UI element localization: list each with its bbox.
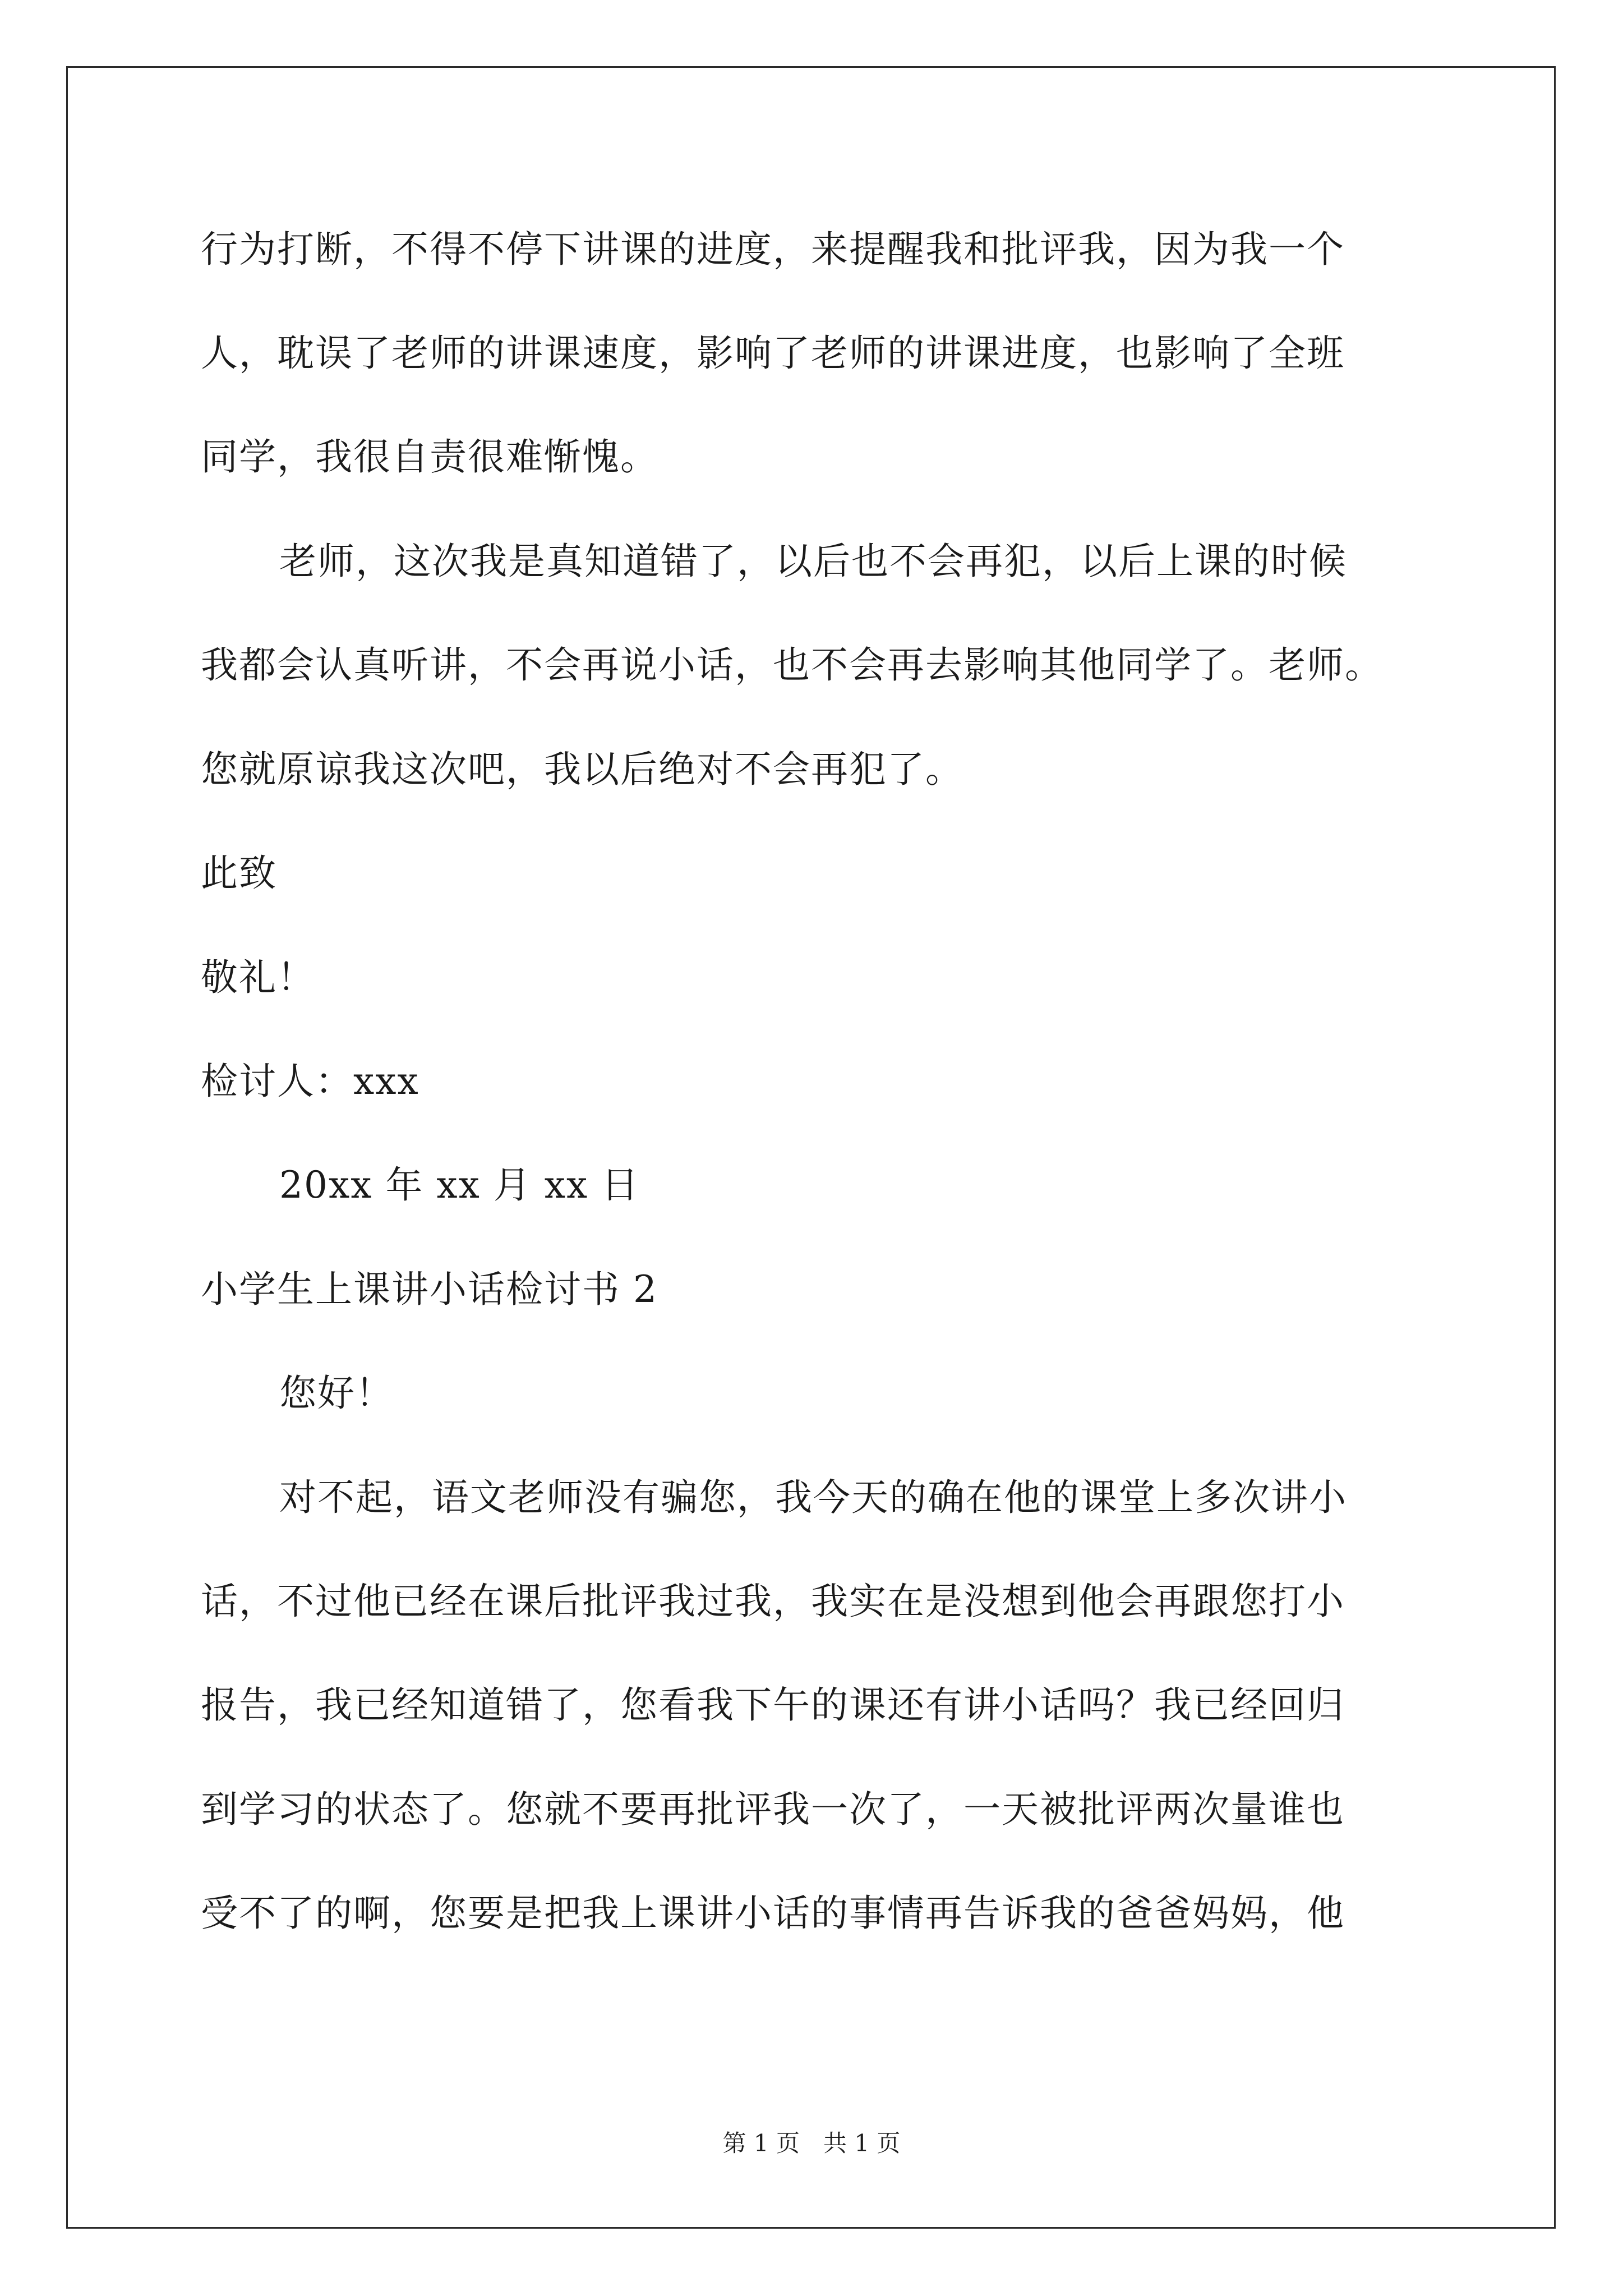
body-line-4: 老师，这次我是真知道错了，以后也不会再犯，以后上课的时候: [279, 540, 1347, 583]
closing-salutation: 此致: [201, 852, 277, 895]
body-line-11: 受不了的啊，您要是把我上课讲小话的事情再告诉我的爸爸妈妈，他: [201, 1892, 1345, 1935]
closing-regards: 敬礼！: [201, 956, 315, 999]
body-line-5: 我都会认真听讲，不会再说小话，也不会再去影响其他同学了。老师。: [201, 643, 1383, 687]
body-line-10: 到学习的状态了。您就不要再批评我一次了，一天被批评两次量谁也: [201, 1788, 1345, 1831]
page-number-footer: 第 1 页 共 1 页: [722, 2129, 901, 2157]
body-line-7: 对不起，语文老师没有骗您，我今天的确在他的课堂上多次讲小: [279, 1476, 1347, 1519]
signature-line: 检讨人：xxx: [201, 1060, 419, 1103]
section-title: 小学生上课讲小话检讨书 2: [201, 1268, 658, 1311]
body-line-2: 人，耽误了老师的讲课速度，影响了老师的讲课进度，也影响了全班: [201, 332, 1345, 375]
body-line-6: 您就原谅我这次吧，我以后绝对不会再犯了。: [201, 748, 963, 791]
greeting: 您好！: [279, 1372, 394, 1415]
body-line-3: 同学，我很自责很难惭愧。: [201, 435, 658, 478]
body-line-1: 行为打断，不得不停下讲课的进度，来提醒我和批评我，因为我一个: [201, 228, 1345, 271]
body-line-9: 报告，我已经知道错了，您看我下午的课还有讲小话吗？我已经回归: [201, 1683, 1345, 1727]
body-line-8: 话，不过他已经在课后批评我过我，我实在是没想到他会再跟您打小: [201, 1580, 1345, 1623]
date-line: 20xx 年 xx 月 xx 日: [279, 1163, 640, 1207]
